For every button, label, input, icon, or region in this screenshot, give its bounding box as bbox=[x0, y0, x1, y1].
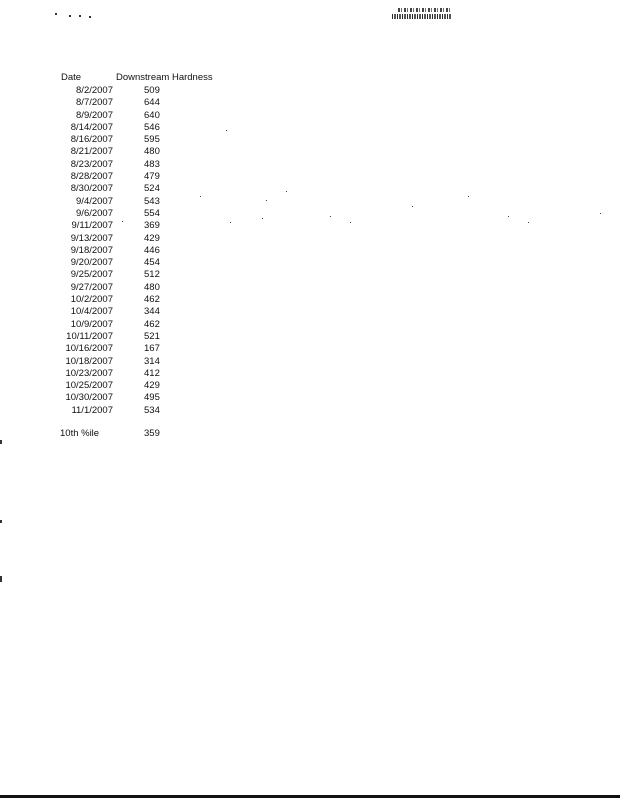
row-date: 9/20/2007 bbox=[70, 257, 113, 269]
row-hardness-value: 369 bbox=[144, 220, 160, 232]
row-hardness-value: 495 bbox=[144, 392, 160, 404]
table-row bbox=[60, 405, 180, 417]
row-hardness-value: 429 bbox=[144, 232, 160, 244]
row-hardness-value: 446 bbox=[144, 244, 160, 256]
row-date: 8/23/2007 bbox=[70, 158, 113, 170]
table-row bbox=[60, 306, 180, 318]
date-column-header: Date bbox=[61, 72, 82, 83]
row-hardness-value: 543 bbox=[144, 195, 160, 207]
row-hardness-value: 454 bbox=[144, 257, 160, 269]
table-row bbox=[60, 196, 180, 208]
fax-header-stamp bbox=[392, 8, 454, 22]
table-rows bbox=[60, 85, 180, 417]
row-date: 10/2/2007 bbox=[70, 294, 113, 306]
row-hardness-value: 167 bbox=[144, 343, 160, 355]
row-date: 9/13/2007 bbox=[70, 232, 113, 244]
table-row bbox=[60, 380, 180, 392]
table-row bbox=[60, 269, 180, 281]
row-date: 8/14/2007 bbox=[70, 121, 113, 133]
percentile-label: 10th %ile bbox=[60, 428, 100, 439]
row-date: 8/28/2007 bbox=[70, 171, 113, 183]
row-hardness-value: 512 bbox=[144, 269, 160, 281]
row-date: 8/2/2007 bbox=[76, 85, 113, 96]
row-date: 8/9/2007 bbox=[76, 109, 113, 121]
table-row bbox=[60, 331, 180, 343]
row-hardness-value: 554 bbox=[144, 207, 160, 219]
row-hardness-value: 480 bbox=[144, 281, 160, 293]
row-hardness-value: 521 bbox=[144, 330, 160, 342]
row-hardness-value: 462 bbox=[144, 294, 160, 306]
row-hardness-value: 595 bbox=[144, 134, 160, 146]
row-date: 10/11/2007 bbox=[66, 330, 113, 342]
scan-bottom-border bbox=[0, 795, 620, 798]
table-row bbox=[60, 319, 180, 331]
row-date: 8/30/2007 bbox=[70, 183, 113, 195]
row-date: 10/23/2007 bbox=[65, 367, 113, 379]
scan-marks-top-left bbox=[55, 12, 95, 18]
row-date: 10/25/2007 bbox=[65, 380, 113, 392]
table-row bbox=[60, 233, 180, 245]
row-hardness-value: 429 bbox=[144, 380, 160, 392]
table-row bbox=[60, 146, 180, 158]
row-hardness-value: 524 bbox=[144, 183, 160, 195]
row-hardness-value: 314 bbox=[144, 355, 160, 367]
table-row bbox=[60, 97, 180, 109]
table-row bbox=[60, 122, 180, 134]
table-row bbox=[60, 85, 180, 97]
row-hardness-value: 534 bbox=[144, 404, 160, 416]
row-date: 10/9/2007 bbox=[70, 318, 113, 330]
table-row bbox=[60, 183, 180, 195]
row-date: 11/1/2007 bbox=[71, 404, 113, 416]
row-date: 8/7/2007 bbox=[76, 97, 113, 109]
row-date: 9/18/2007 bbox=[70, 244, 113, 256]
table-row bbox=[60, 368, 180, 380]
table-row bbox=[60, 134, 180, 146]
row-hardness-value: 640 bbox=[144, 109, 160, 121]
row-date: 8/21/2007 bbox=[70, 146, 113, 158]
table-row bbox=[60, 282, 180, 294]
table-row bbox=[60, 110, 180, 122]
table-row bbox=[60, 392, 180, 404]
row-hardness-value: 480 bbox=[144, 146, 160, 158]
row-hardness-value: 509 bbox=[144, 85, 160, 96]
row-hardness-value: 479 bbox=[144, 171, 160, 183]
row-hardness-value: 412 bbox=[144, 367, 160, 379]
table-row bbox=[60, 220, 180, 232]
row-date: 8/16/2007 bbox=[70, 134, 113, 146]
row-date: 9/11/2007 bbox=[71, 220, 113, 232]
row-hardness-value: 483 bbox=[144, 158, 160, 170]
table-row bbox=[60, 356, 180, 368]
row-date: 9/4/2007 bbox=[76, 195, 113, 207]
row-date: 9/27/2007 bbox=[70, 281, 113, 293]
row-date: 10/4/2007 bbox=[70, 306, 113, 318]
table-row bbox=[60, 208, 180, 220]
table-row bbox=[60, 171, 180, 183]
table-row bbox=[60, 257, 180, 269]
percentile-value: 359 bbox=[144, 428, 160, 439]
table-row bbox=[60, 159, 180, 171]
row-hardness-value: 546 bbox=[144, 121, 160, 133]
row-hardness-value: 344 bbox=[144, 306, 160, 318]
table-row bbox=[60, 343, 180, 355]
row-hardness-value: 644 bbox=[144, 97, 160, 109]
hardness-column-header: Downstream Hardness bbox=[116, 72, 213, 83]
row-date: 10/16/2007 bbox=[65, 343, 113, 355]
row-hardness-value: 462 bbox=[144, 318, 160, 330]
row-date: 10/30/2007 bbox=[65, 392, 113, 404]
table-row bbox=[60, 294, 180, 306]
table-row bbox=[60, 245, 180, 257]
row-date: 9/6/2007 bbox=[76, 207, 113, 219]
row-date: 9/25/2007 bbox=[70, 269, 113, 281]
row-date: 10/18/2007 bbox=[65, 355, 113, 367]
